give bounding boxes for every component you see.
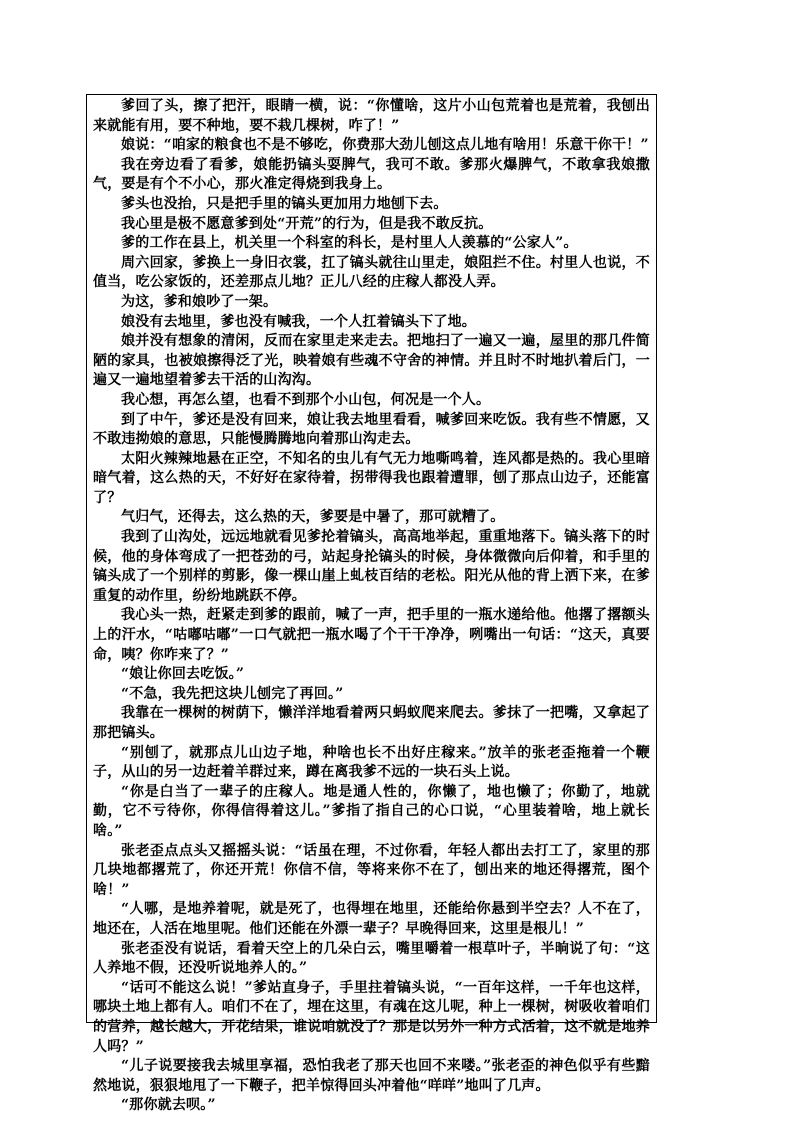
paragraph: 张老歪没有说话，看着天空上的几朵白云，嘴里嚼着一根草叶子，半晌说了句：“这人养地不假，还没听说地养人的。”	[93, 940, 650, 977]
paragraph: 我心里是极不愿意爹到处“开荒”的行为，但是我不敢反抗。	[121, 215, 493, 232]
paragraph: 我心想，再怎么望，也看不到那个小山包，何况是一个人。	[121, 391, 491, 408]
paragraph: 我到了山沟处，远远地就看见爹抡着镐头，高高地举起，重重地落下。镐头落下的时候，他的身体弯成了一把苍劲的弓，站起身抡镐头的时候，身体微微向后仰着，和手里的镐头成了一个别样的剪影，像一棵山崖上虬枝百结的老松。阳光从他的背上洒下来，在爹重复的动作里，纷纷地跳跃不停。	[93, 529, 650, 604]
paragraph: “你是白当了一辈子的庄稼人。地是通人性的，你懒了，地也懒了；你勤了，地就勤，它不亏待你，你得信得着这儿。”爹指了指自己的心口说，“心里装着啥，地上就长啥。”	[93, 783, 650, 839]
paragraph: 娘说：“咱家的粮食也不是不够吃，你费那大劲儿刨这点儿地有啥用！乐意干你干！”	[121, 137, 649, 154]
paragraph: 爹头也没抬，只是把手里的镐头更加用力地刨下去。	[121, 195, 448, 212]
paragraph: 爹的工作在县上，机关里一个科室的科长，是村里人人羡慕的“公家人”。	[121, 235, 578, 252]
paragraph: 爹回了头，擦了把汗，眼睛一横，说：“你懂啥，这片小山包荒着也是荒着，我刨出来就能有用，要不种地，要不栽几棵树，咋了！”	[93, 98, 650, 134]
paragraph: “娘让你回去吃饭。”	[121, 666, 245, 683]
story-text-box	[86, 94, 657, 1114]
paragraph: 周六回家，爹换上一身旧衣裳，扛了镐头就往山里走，娘阻拦不住。村里人也说，不值当，吃公家饭的，还差那点儿地？正儿八经的庄稼人都没人弄。	[93, 254, 650, 291]
paragraph: 我靠在一棵树的树荫下，懒洋洋地看着两只蚂蚁爬来爬去。爹抹了一把嘴，又拿起了那把镐头。	[93, 705, 650, 741]
paragraph: “不急，我先把这块儿刨完了再回。”	[121, 685, 344, 702]
paragraph: 张老歪点点头又摇摇头说：“话虽在理，不过你看，年轻人都出去打工了，家里的那几块地都撂荒了，你还开荒！你信不信，等将来你不在了，刨出来的地还得撂荒，图个啥！”	[93, 842, 650, 898]
paragraph: “儿子说要接我去城里享福，恐怕我老了那天也回不来喽。”张老歪的神色似乎有些黯然地说，狠狠地甩了一下鞭子，把羊惊得回头冲着他“咩咩”地叫了几声。	[93, 1058, 650, 1094]
paragraph: 气归气，还得去，这么热的天，爹要是中暑了，那可就糟了。	[121, 509, 505, 526]
paragraph: 我心头一热，赶紧走到爹的跟前，喊了一声，把手里的一瓶水递给他。他撂了撂额头上的汗水，“咕嘟咕嘟”一口气就把一瓶水喝了个干干净净，咧嘴出一句话：“这天，真要命，咦？你咋来了？”	[93, 607, 650, 663]
paragraph: 娘并没有想象的清闲，反而在家里走来走去。把地扫了一遍又一遍，屋里的那几件简陋的家具，也被娘擦得泛了光，映着娘有些魂不守舍的神情。并且时不时地扒着后门，一遍又一遍地望着爹去干活的山沟沟。	[93, 333, 650, 389]
paragraph: 到了中午，爹还是没有回来，娘让我去地里看看，喊爹回来吃饭。我有些不情愿，又不敢违拗娘的意思，只能慢腾腾地向着那山沟走去。	[93, 411, 650, 448]
paragraph: “别刨了，就那点儿山边子地，种啥也长不出好庄稼来。”放羊的张老歪拖着一个鞭子，从山的另一边赶着羊群过来，蹲在离我爹不远的一块石头上说。	[93, 744, 650, 781]
paragraph: 我在旁边看了看爹，娘能扔镐头耍脾气，我可不敢。爹那火爆脾气，不敢拿我娘撒气，要是有个不小心，那火准定得烧到我身上。	[93, 156, 650, 193]
paragraph: 为这，爹和娘吵了一架。	[121, 293, 278, 310]
paragraph: “话可不能这么说！”爹站直身子，手里拄着镐头说，“一百年这样，一千年也这样，哪块土地上都有人。咱们不在了，埋在这里，有魂在这儿呢，种上一棵树，树吸收着咱们的营养，越长越大，开花结果，谁说咱就没了？那是以另外一种方式活着，这不就是地养人吗？”	[93, 979, 650, 1055]
paragraph: 太阳火辣辣地悬在正空，不知名的虫儿有气无力地嘶鸣着，连风都是热的。我心里暗暗气着，这么热的天，不好好在家待着，拐带得我也跟着遭罪，刨了那点山边子，还能富了？	[93, 450, 650, 506]
paragraph: “那你就去呗。”	[121, 1097, 216, 1114]
paragraph: “人哪，是地养着呢，就是死了，也得埋在地里，还能给你悬到半空去？人不在了，地还在，人活在地里呢。他们还能在外漂一辈子？早晚得回来，这里是根儿！”	[93, 901, 650, 937]
paragraph: 娘没有去地里，爹也没有喊我，一个人扛着镐头下了地。	[121, 313, 476, 330]
